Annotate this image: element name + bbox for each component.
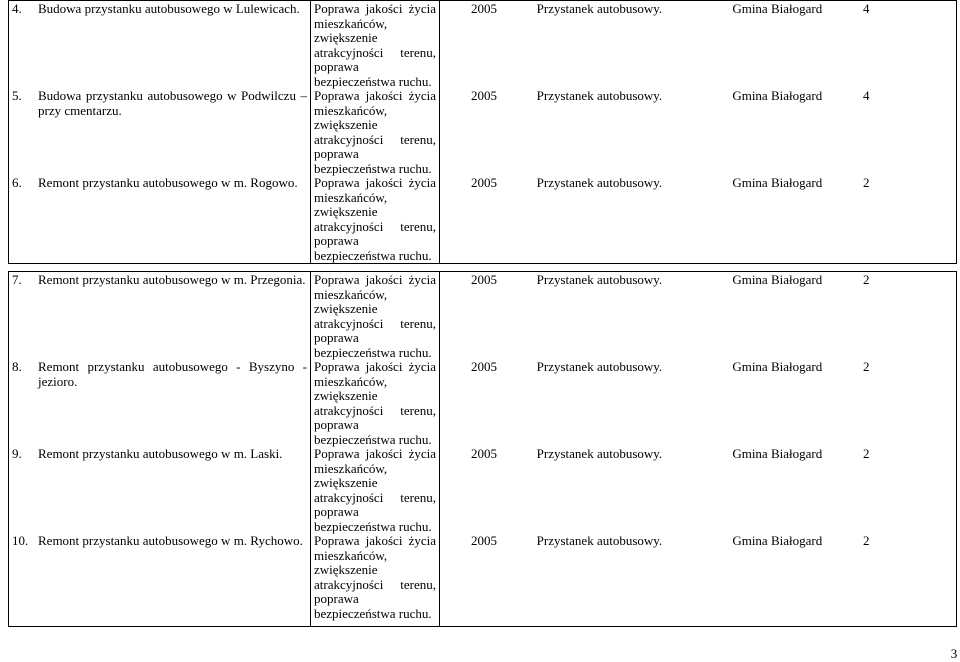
purpose-line: zwiększenie [314,117,378,132]
project-title: Remont przystanku autobusowego w m. Przegonia. [38,272,306,287]
purpose-line: Poprawa jakości życia [314,272,436,287]
purpose-9 [314,447,436,534]
quantity: 2 [862,533,870,548]
entry-5 [12,89,307,176]
details-cell [440,272,957,627]
year: 2005 [471,533,497,548]
purpose-line: atrakcyjności terenu, [314,402,436,418]
purpose-line: mieszkańców, [314,460,388,476]
project-title: Remont przystanku autobusowego w m. Rogowo. [38,175,298,190]
purpose-6 [314,176,436,263]
municipality: Gmina Białogard [732,359,823,374]
title-cell [9,1,311,264]
purpose-line: bezpieczeństwa ruchu. [314,160,432,176]
project-title: Budowa przystanku autobusowego w Podwilczu – przy cmentarzu. [38,88,307,118]
municipality: Gmina Białogard [732,272,823,287]
purpose-line: bezpieczeństwa ruchu. [314,73,432,89]
municipality: Gmina Białogard [732,1,823,16]
purpose-line: bezpieczeństwa ruchu. [314,431,432,447]
municipality: Gmina Białogard [732,533,823,548]
purpose-line: poprawa [314,417,359,432]
row-number: 7. [12,272,22,287]
title-cell [9,272,311,627]
municipality: Gmina Białogard [732,175,823,190]
purpose-7 [314,273,436,360]
entry-9 [12,447,307,534]
row-number: 6. [12,175,22,190]
quantity: 2 [862,175,870,190]
entry-7 [12,273,307,360]
purpose-line: Poprawa jakości życia [314,175,436,190]
purpose-line: zwiększenie [314,204,378,219]
purpose-line: atrakcyjności terenu, [314,489,436,505]
purpose-5 [314,89,436,176]
purpose-line: zwiększenie [314,301,378,316]
table-row [9,1,957,264]
project-title: Budowa przystanku autobusowego w Lulewicach. [38,1,300,16]
purpose-line: mieszkańców, [314,189,388,205]
details-4 [443,2,953,89]
purpose-line: bezpieczeństwa ruchu. [314,247,432,263]
quantity: 2 [862,272,870,287]
purpose-10 [314,534,436,621]
purpose-line: Poprawa jakości życia [314,359,436,374]
purpose-line: zwiększenie [314,388,378,403]
details-5 [443,89,953,176]
purpose-line: mieszkańców, [314,547,388,563]
purpose-line: Poprawa jakości życia [314,88,436,103]
entry-8 [12,360,307,447]
project-title: Remont przystanku autobusowego w m. Laski. [38,446,283,461]
purpose-line: atrakcyjności terenu, [314,218,436,234]
purpose-line: poprawa [314,504,359,519]
row-number: 9. [12,446,22,461]
purpose-line: bezpieczeństwa ruchu. [314,518,432,534]
row-number: 4. [12,1,22,16]
purpose-line: poprawa [314,330,359,345]
table-row [9,272,957,627]
purpose-line: mieszkańców, [314,15,388,31]
row-number: 5. [12,88,22,103]
entry-6 [12,176,307,191]
details-10 [443,534,953,549]
year: 2005 [471,446,497,461]
purpose-line: Poprawa jakości życia [314,533,436,548]
page-number: 3 [950,645,958,661]
purpose-line: bezpieczeństwa ruchu. [314,344,432,360]
purpose-line: atrakcyjności terenu, [314,44,436,60]
municipality: Gmina Białogard [732,88,823,103]
year: 2005 [471,272,497,287]
purpose-line: poprawa [314,59,359,74]
year: 2005 [471,1,497,16]
details-8 [443,360,953,447]
object-type: Przystanek autobusowy. [536,88,663,103]
year: 2005 [471,88,497,103]
purpose-cell [311,272,440,627]
object-type: Przystanek autobusowy. [536,533,663,548]
quantity: 4 [862,88,870,103]
quantity: 2 [862,446,870,461]
purpose-line: poprawa [314,146,359,161]
entry-10 [12,534,307,549]
purpose-line: atrakcyjności terenu, [314,576,436,592]
object-type: Przystanek autobusowy. [536,446,663,461]
municipality: Gmina Białogard [732,446,823,461]
purpose-4 [314,2,436,89]
object-type: Przystanek autobusowy. [536,272,663,287]
year: 2005 [471,175,497,190]
purpose-line: bezpieczeństwa ruchu. [314,605,432,621]
purpose-cell [311,1,440,264]
row-number: 10. [12,533,29,548]
year: 2005 [471,359,497,374]
project-title: Remont przystanku autobusowego - Byszyno - jezioro. [38,359,307,389]
purpose-8 [314,360,436,447]
details-9 [443,447,953,534]
purpose-line: Poprawa jakości życia [314,1,436,16]
purpose-line: zwiększenie [314,30,378,45]
purpose-line: mieszkańców, [314,286,388,302]
entry-4 [12,2,307,89]
purpose-line: Poprawa jakości życia [314,446,436,461]
purpose-line: poprawa [314,591,359,606]
projects-table-bottom [8,271,957,627]
object-type: Przystanek autobusowy. [536,1,663,16]
details-6 [443,176,953,191]
project-title: Remont przystanku autobusowego w m. Rychowo. [38,533,303,548]
purpose-line: poprawa [314,233,359,248]
purpose-line: atrakcyjności terenu, [314,131,436,147]
object-type: Przystanek autobusowy. [536,359,663,374]
quantity: 2 [862,359,870,374]
object-type: Przystanek autobusowy. [536,175,663,190]
purpose-line: zwiększenie [314,475,378,490]
purpose-line: atrakcyjności terenu, [314,315,436,331]
projects-table-top [8,0,957,264]
details-cell [440,1,957,264]
purpose-line: zwiększenie [314,562,378,577]
details-7 [443,273,953,360]
purpose-line: mieszkańców, [314,102,388,118]
purpose-line: mieszkańców, [314,373,388,389]
row-number: 8. [12,359,22,374]
quantity: 4 [862,1,870,16]
